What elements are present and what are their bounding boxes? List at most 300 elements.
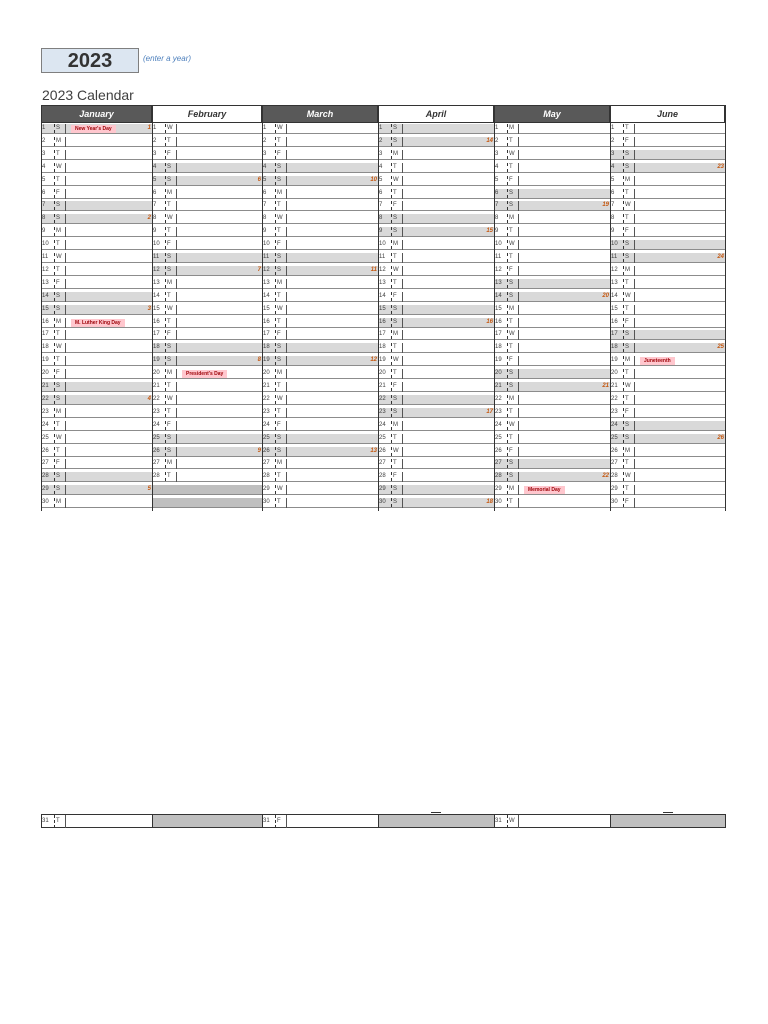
day-cell bbox=[494, 292, 610, 302]
day-number: 30 bbox=[495, 499, 502, 506]
day-cell bbox=[152, 447, 262, 457]
empty-day-cell bbox=[152, 498, 262, 508]
column-border bbox=[378, 814, 379, 828]
day-number: 1 bbox=[379, 125, 383, 131]
day-divider bbox=[286, 240, 287, 250]
day-number: 14 bbox=[611, 292, 618, 299]
day-number: 9 bbox=[263, 228, 267, 235]
day-number: 11 bbox=[495, 254, 502, 260]
calendar-row-31 bbox=[41, 814, 725, 828]
day-separator bbox=[165, 459, 166, 468]
day-number: 30 bbox=[263, 499, 270, 506]
day-divider bbox=[65, 318, 66, 328]
day-separator bbox=[54, 137, 55, 146]
weekday-letter: S bbox=[509, 279, 514, 286]
day-divider bbox=[286, 150, 287, 160]
day-divider bbox=[65, 279, 66, 289]
day-divider bbox=[286, 292, 287, 302]
weekday-letter: T bbox=[393, 254, 397, 260]
day-cell bbox=[494, 485, 610, 495]
day-divider bbox=[65, 163, 66, 173]
day-cell bbox=[152, 189, 262, 199]
day-cell bbox=[378, 227, 494, 237]
weekday-letter: W bbox=[277, 215, 283, 222]
day-divider bbox=[65, 447, 66, 457]
weekday-letter: T bbox=[509, 434, 513, 441]
day-number: 23 bbox=[263, 408, 270, 415]
day-cell bbox=[152, 240, 262, 250]
day-cell bbox=[262, 498, 378, 508]
day-number: 16 bbox=[263, 318, 270, 325]
day-divider bbox=[518, 434, 519, 444]
day-cell bbox=[152, 150, 262, 160]
day-divider bbox=[518, 189, 519, 199]
day-number: 22 bbox=[153, 395, 160, 402]
day-separator bbox=[507, 189, 508, 198]
day-separator bbox=[507, 408, 508, 417]
weekday-letter: S bbox=[277, 344, 282, 351]
day-number: 5 bbox=[42, 176, 46, 183]
weekday-letter: T bbox=[56, 241, 60, 248]
day-divider bbox=[402, 150, 403, 160]
weekday-letter: F bbox=[56, 279, 60, 286]
day-separator bbox=[275, 201, 276, 210]
weekday-letter: S bbox=[167, 163, 172, 170]
day-divider bbox=[176, 214, 177, 224]
day-number: 17 bbox=[153, 331, 160, 338]
week-number: 6 bbox=[257, 176, 261, 183]
day-cell bbox=[152, 214, 262, 224]
day-separator bbox=[391, 447, 392, 456]
day-number: 23 bbox=[42, 408, 49, 415]
day-number: 12 bbox=[263, 266, 270, 273]
weekday-letter: M bbox=[625, 357, 630, 364]
day-divider bbox=[176, 447, 177, 457]
day-separator bbox=[165, 343, 166, 352]
week-number: 25 bbox=[717, 344, 724, 351]
day-number: 27 bbox=[611, 460, 618, 467]
day-cell bbox=[41, 305, 152, 315]
day-divider bbox=[65, 369, 66, 379]
day-cell bbox=[41, 395, 152, 405]
day-divider bbox=[286, 137, 287, 147]
day-cell bbox=[262, 176, 378, 186]
day-divider bbox=[176, 279, 177, 289]
weekday-letter: T bbox=[509, 254, 513, 260]
day-separator bbox=[391, 459, 392, 468]
day-separator bbox=[275, 253, 276, 262]
day-separator bbox=[54, 253, 55, 262]
weekday-letter: T bbox=[56, 176, 60, 183]
weekday-letter: S bbox=[56, 215, 61, 222]
day-separator bbox=[54, 266, 55, 275]
year-input-hint: (enter a year) bbox=[143, 54, 192, 63]
day-separator bbox=[54, 201, 55, 210]
weekday-letter: S bbox=[393, 486, 398, 493]
day-cell bbox=[610, 240, 725, 250]
day-divider bbox=[402, 369, 403, 379]
day-number: 22 bbox=[263, 395, 270, 402]
day-divider bbox=[634, 279, 635, 289]
day-separator bbox=[391, 472, 392, 481]
weekday-letter: S bbox=[625, 163, 630, 170]
day-separator bbox=[507, 227, 508, 236]
day-cell bbox=[378, 485, 494, 495]
weekday-letter: T bbox=[509, 344, 513, 351]
weekday-letter: M bbox=[56, 318, 61, 325]
day-divider bbox=[518, 472, 519, 482]
day-divider bbox=[402, 498, 403, 508]
month-header-june: June bbox=[610, 105, 725, 123]
day-divider bbox=[634, 343, 635, 353]
weekday-letter: T bbox=[167, 228, 171, 235]
weekday-letter: S bbox=[509, 370, 514, 377]
day-divider bbox=[176, 318, 177, 328]
day-number: 9 bbox=[379, 228, 383, 235]
day-divider bbox=[402, 434, 403, 444]
week-number: 11 bbox=[370, 266, 377, 273]
day-number: 20 bbox=[495, 370, 502, 377]
day-number: 13 bbox=[263, 279, 270, 286]
empty-day-cell bbox=[610, 814, 725, 828]
day-divider bbox=[402, 137, 403, 147]
day-separator bbox=[165, 395, 166, 404]
day-divider bbox=[176, 343, 177, 353]
day-number: 8 bbox=[611, 215, 615, 222]
day-divider bbox=[65, 305, 66, 315]
day-cell bbox=[41, 240, 152, 250]
day-number: 26 bbox=[611, 447, 618, 454]
day-cell bbox=[494, 369, 610, 379]
week-number: 3 bbox=[147, 305, 151, 312]
weekday-letter: M bbox=[56, 228, 61, 235]
day-divider bbox=[286, 815, 287, 828]
day-separator bbox=[391, 214, 392, 223]
day-divider bbox=[176, 292, 177, 302]
day-number: 7 bbox=[153, 202, 157, 209]
day-divider bbox=[286, 318, 287, 328]
day-separator bbox=[275, 369, 276, 378]
day-divider bbox=[65, 189, 66, 199]
day-separator bbox=[623, 447, 624, 456]
weekday-letter: M bbox=[509, 125, 514, 131]
day-separator bbox=[507, 472, 508, 481]
day-number: 29 bbox=[495, 486, 502, 493]
week-number: 21 bbox=[602, 383, 609, 389]
day-cell bbox=[378, 240, 494, 250]
weekday-letter: M bbox=[167, 370, 172, 377]
weekday-letter: S bbox=[625, 434, 630, 441]
day-cell bbox=[610, 356, 725, 366]
day-separator bbox=[275, 356, 276, 365]
week-number: 20 bbox=[602, 292, 609, 299]
day-separator bbox=[391, 201, 392, 210]
day-divider bbox=[518, 292, 519, 302]
day-cell bbox=[152, 395, 262, 405]
day-number: 5 bbox=[153, 176, 157, 183]
weekday-letter: F bbox=[56, 189, 60, 196]
weekday-letter: W bbox=[509, 150, 515, 157]
day-divider bbox=[176, 356, 177, 366]
day-divider bbox=[518, 176, 519, 186]
weekday-letter: W bbox=[625, 202, 631, 209]
day-cell bbox=[610, 485, 725, 495]
weekday-letter: S bbox=[393, 318, 398, 325]
weekday-letter: T bbox=[277, 383, 281, 389]
weekday-letter: S bbox=[393, 499, 398, 506]
weekday-letter: W bbox=[56, 434, 62, 441]
day-number: 6 bbox=[611, 189, 615, 196]
day-number: 31 bbox=[42, 818, 49, 824]
day-cell bbox=[262, 124, 378, 134]
day-separator bbox=[623, 214, 624, 223]
column-border bbox=[378, 105, 379, 511]
day-number: 29 bbox=[379, 486, 386, 493]
day-number: 29 bbox=[611, 486, 618, 493]
day-divider bbox=[286, 227, 287, 237]
weekday-letter: S bbox=[56, 395, 61, 402]
holiday-label: New Year's Day bbox=[71, 125, 116, 133]
weekday-letter: T bbox=[509, 163, 513, 170]
day-separator bbox=[165, 472, 166, 481]
empty-day-cell bbox=[378, 814, 494, 828]
day-divider bbox=[286, 395, 287, 405]
weekday-letter: F bbox=[509, 176, 513, 183]
day-separator bbox=[54, 330, 55, 339]
day-cell bbox=[494, 253, 610, 263]
day-cell bbox=[41, 330, 152, 340]
day-number: 2 bbox=[495, 137, 499, 144]
day-separator bbox=[507, 343, 508, 352]
day-separator bbox=[275, 318, 276, 327]
day-separator bbox=[507, 498, 508, 507]
day-number: 29 bbox=[42, 486, 49, 493]
day-cell bbox=[610, 189, 725, 199]
weekday-letter: S bbox=[393, 137, 398, 144]
day-divider bbox=[518, 815, 519, 828]
holiday-label: Memorial Day bbox=[524, 486, 565, 494]
day-separator bbox=[507, 434, 508, 443]
day-number: 4 bbox=[153, 163, 157, 170]
day-separator bbox=[275, 343, 276, 352]
day-divider bbox=[286, 382, 287, 392]
day-separator bbox=[623, 279, 624, 288]
weekday-letter: F bbox=[277, 150, 281, 157]
day-separator bbox=[54, 343, 55, 352]
weekday-letter: S bbox=[625, 421, 630, 428]
day-divider bbox=[286, 266, 287, 276]
day-divider bbox=[518, 214, 519, 224]
weekday-letter: T bbox=[393, 370, 397, 377]
day-number: 16 bbox=[153, 318, 160, 325]
weekday-letter: S bbox=[509, 189, 514, 196]
day-cell bbox=[494, 330, 610, 340]
day-separator bbox=[507, 201, 508, 210]
day-separator bbox=[275, 266, 276, 275]
day-divider bbox=[634, 447, 635, 457]
day-number: 20 bbox=[153, 370, 160, 377]
day-separator bbox=[391, 189, 392, 198]
weekday-letter: M bbox=[625, 176, 630, 183]
day-number: 1 bbox=[611, 125, 615, 131]
weekday-letter: F bbox=[167, 421, 171, 428]
day-separator bbox=[623, 189, 624, 198]
day-divider bbox=[634, 330, 635, 340]
day-number: 2 bbox=[42, 137, 46, 144]
day-separator bbox=[165, 318, 166, 327]
day-divider bbox=[634, 369, 635, 379]
day-number: 8 bbox=[263, 215, 267, 222]
day-divider bbox=[176, 253, 177, 263]
column-border bbox=[41, 105, 42, 511]
day-cell bbox=[610, 176, 725, 186]
day-separator bbox=[165, 253, 166, 262]
weekday-letter: T bbox=[56, 150, 60, 157]
weekday-letter: M bbox=[625, 447, 630, 454]
weekday-letter: S bbox=[393, 305, 398, 312]
day-separator bbox=[54, 356, 55, 365]
weekday-letter: T bbox=[509, 137, 513, 144]
day-separator bbox=[623, 330, 624, 339]
weekday-letter: S bbox=[167, 357, 172, 364]
day-divider bbox=[65, 137, 66, 147]
day-divider bbox=[518, 356, 519, 366]
weekday-letter: S bbox=[277, 447, 282, 454]
day-cell bbox=[610, 447, 725, 457]
day-number: 22 bbox=[611, 395, 618, 402]
day-cell bbox=[610, 305, 725, 315]
weekday-letter: T bbox=[56, 447, 60, 454]
weekday-letter: M bbox=[167, 460, 172, 467]
day-cell bbox=[41, 369, 152, 379]
day-divider bbox=[634, 395, 635, 405]
day-divider bbox=[402, 201, 403, 211]
day-divider bbox=[65, 227, 66, 237]
day-divider bbox=[634, 137, 635, 147]
month-header-march: March bbox=[262, 105, 378, 123]
day-cell bbox=[152, 472, 262, 482]
day-separator bbox=[54, 459, 55, 468]
day-cell bbox=[41, 214, 152, 224]
week-number: 4 bbox=[147, 395, 151, 402]
day-divider bbox=[518, 485, 519, 495]
day-number: 7 bbox=[495, 202, 499, 209]
day-divider bbox=[518, 305, 519, 315]
day-separator bbox=[391, 227, 392, 236]
day-number: 16 bbox=[495, 318, 502, 325]
column-border bbox=[610, 814, 611, 828]
day-number: 12 bbox=[42, 266, 49, 273]
day-cell bbox=[378, 266, 494, 276]
day-number: 13 bbox=[379, 279, 386, 286]
day-separator bbox=[391, 305, 392, 314]
weekday-letter: W bbox=[393, 176, 399, 183]
day-cell bbox=[41, 137, 152, 147]
day-separator bbox=[623, 498, 624, 507]
day-cell bbox=[41, 150, 152, 160]
day-number: 5 bbox=[263, 176, 267, 183]
day-cell bbox=[494, 408, 610, 418]
day-cell bbox=[262, 305, 378, 315]
weekday-letter: F bbox=[509, 266, 513, 273]
day-number: 16 bbox=[42, 318, 49, 325]
day-divider bbox=[402, 421, 403, 431]
column-border bbox=[152, 105, 153, 511]
day-divider bbox=[634, 227, 635, 237]
day-cell bbox=[610, 292, 725, 302]
day-cell bbox=[41, 124, 152, 134]
weekday-letter: M bbox=[56, 137, 61, 144]
weekday-letter: S bbox=[167, 266, 172, 273]
day-number: 21 bbox=[153, 383, 160, 389]
weekday-letter: F bbox=[277, 331, 281, 338]
weekday-letter: W bbox=[625, 292, 631, 299]
year-input[interactable]: 2023 bbox=[41, 48, 139, 73]
day-number: 12 bbox=[153, 266, 160, 273]
day-separator bbox=[623, 459, 624, 468]
day-divider bbox=[65, 240, 66, 250]
day-separator bbox=[391, 318, 392, 327]
weekday-letter: W bbox=[509, 241, 515, 248]
day-divider bbox=[286, 459, 287, 469]
weekday-letter: F bbox=[167, 150, 171, 157]
day-cell bbox=[610, 382, 725, 392]
weekday-letter: W bbox=[277, 395, 283, 402]
day-cell bbox=[610, 214, 725, 224]
weekday-letter: F bbox=[277, 421, 281, 428]
day-separator bbox=[275, 472, 276, 481]
day-separator bbox=[54, 408, 55, 417]
day-divider bbox=[286, 343, 287, 353]
day-cell bbox=[262, 201, 378, 211]
day-cell bbox=[378, 459, 494, 469]
day-number: 19 bbox=[611, 357, 618, 364]
day-cell bbox=[152, 318, 262, 328]
day-divider bbox=[634, 201, 635, 211]
weekday-letter: W bbox=[277, 305, 283, 312]
day-cell bbox=[494, 318, 610, 328]
day-separator bbox=[507, 292, 508, 301]
day-divider bbox=[286, 201, 287, 211]
column-border bbox=[494, 105, 495, 511]
day-separator bbox=[623, 395, 624, 404]
day-cell bbox=[152, 163, 262, 173]
day-separator bbox=[275, 421, 276, 430]
weekday-letter: F bbox=[277, 241, 281, 248]
week-number: 22 bbox=[602, 473, 609, 480]
day-cell bbox=[494, 163, 610, 173]
day-separator bbox=[623, 343, 624, 352]
weekday-letter: M bbox=[167, 279, 172, 286]
day-divider bbox=[518, 447, 519, 457]
day-divider bbox=[65, 421, 66, 431]
day-cell bbox=[610, 472, 725, 482]
day-number: 20 bbox=[611, 370, 618, 377]
day-number: 28 bbox=[611, 473, 618, 480]
day-cell bbox=[494, 266, 610, 276]
day-number: 17 bbox=[495, 331, 502, 338]
day-separator bbox=[165, 240, 166, 249]
day-divider bbox=[176, 189, 177, 199]
day-cell bbox=[378, 214, 494, 224]
weekday-letter: M bbox=[393, 241, 398, 248]
day-cell bbox=[41, 434, 152, 444]
day-divider bbox=[402, 163, 403, 173]
weekday-letter: T bbox=[56, 357, 60, 364]
day-separator bbox=[507, 485, 508, 494]
day-separator bbox=[275, 279, 276, 288]
weekday-letter: F bbox=[625, 137, 629, 144]
